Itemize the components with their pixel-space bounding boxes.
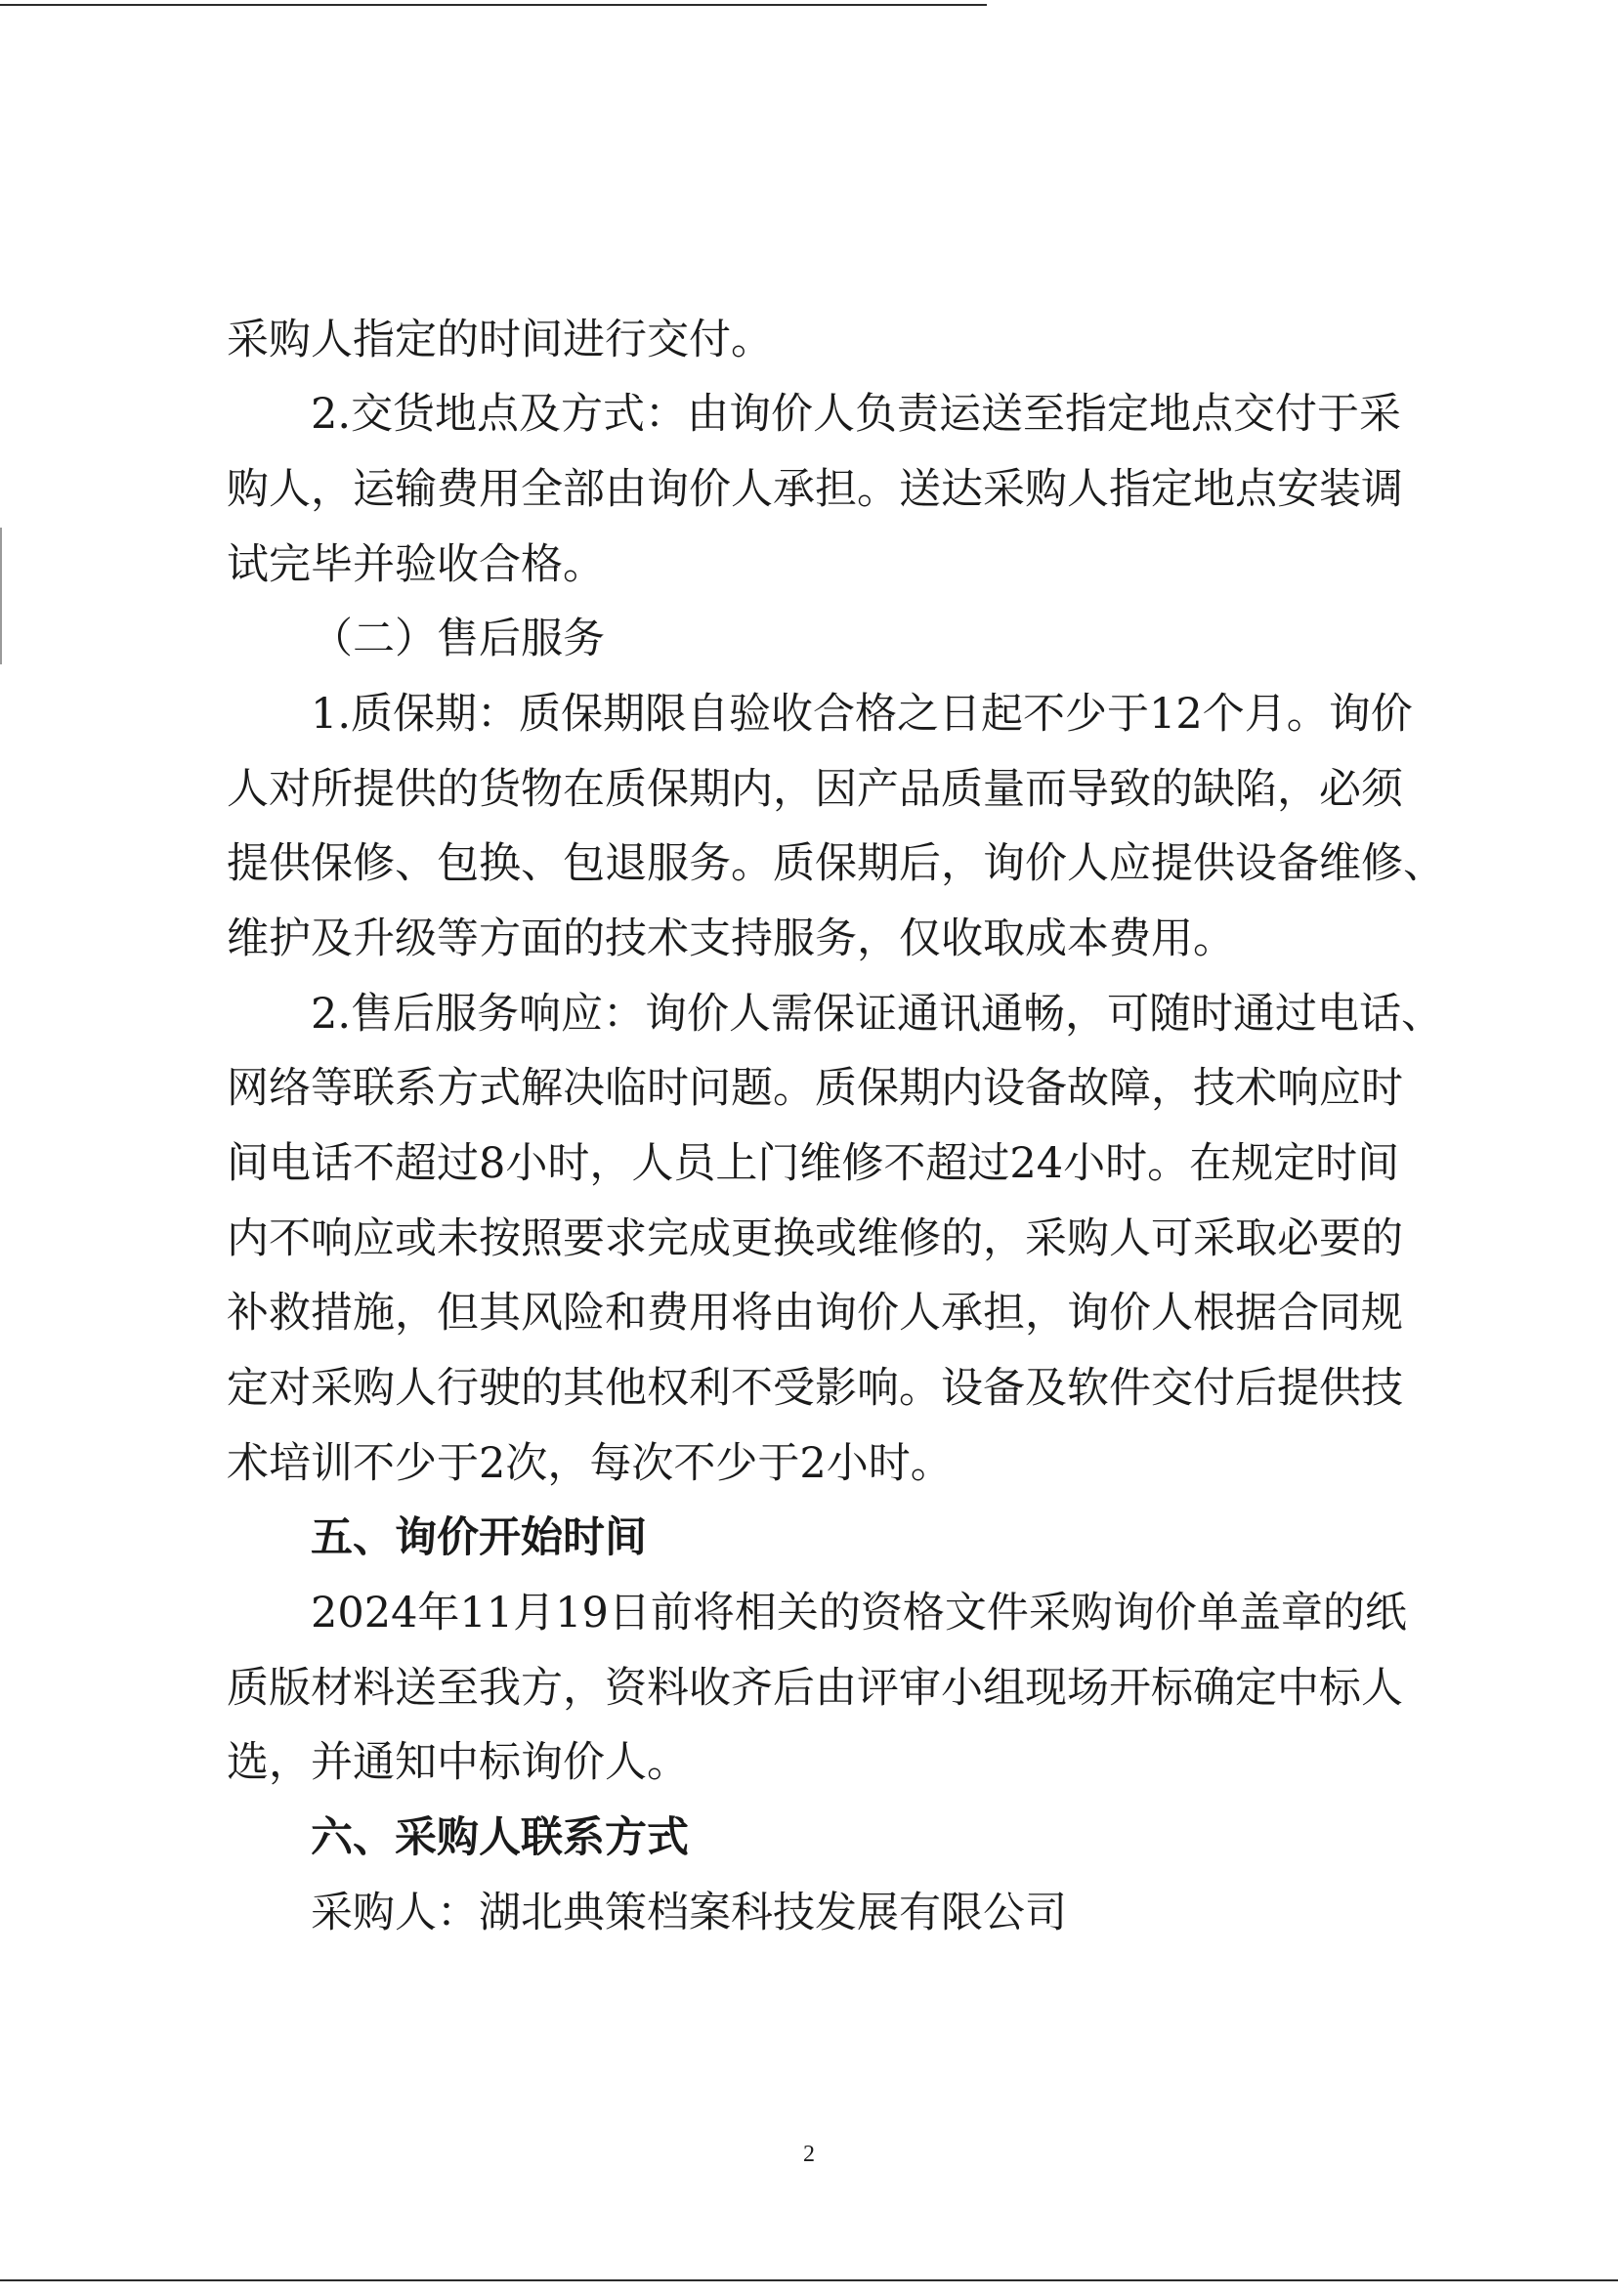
text-line: 采购人指定的时间进行交付。 (227, 316, 773, 364)
scan-edge-left (0, 528, 2, 664)
text-line: 质版材料送至我方，资料收齐后由评审小组现场开标确定中标人 (227, 1664, 1403, 1713)
page-number: 2 (803, 2142, 815, 2167)
text-line: 人对所提供的货物在质保期内，因产品质量而导致的缺陷，必须 (227, 765, 1403, 814)
text-line: 补救措施，但其风险和费用将由询价人承担，询价人根据合同规 (227, 1289, 1403, 1338)
scan-edge-top (0, 4, 987, 6)
text-line: 提供保修、包换、包退服务。质保期后，询价人应提供设备维修、 (227, 839, 1445, 888)
subsection-heading: （二）售后服务 (311, 615, 605, 663)
text-line: 定对采购人行驶的其他权利不受影响。设备及软件交付后提供技 (227, 1364, 1403, 1413)
scan-edge-bottom (0, 2279, 1618, 2281)
text-line: 维护及升级等方面的技术支持服务，仅收取成本费用。 (227, 914, 1235, 963)
text-line: 间电话不超过8小时，人员上门维修不超过24小时。在规定时间 (227, 1139, 1400, 1188)
section-heading: 六、采购人联系方式 (311, 1813, 689, 1862)
text-line: 2.交货地点及方式：由询价人负责运送至指定地点交付于采 (311, 390, 1402, 439)
text-line: 2024年11月19日前将相关的资格文件采购询价单盖章的纸 (311, 1589, 1407, 1637)
text-line: 选，并通知中标询价人。 (227, 1738, 689, 1787)
text-line: 网络等联系方式解决临时问题。质保期内设备故障，技术响应时 (227, 1064, 1403, 1113)
text-line: 术培训不少于2次，每次不少于2小时。 (227, 1439, 953, 1488)
text-line: 1.质保期：质保期限自验收合格之日起不少于12个月。询价 (311, 690, 1413, 739)
text-line: 采购人：湖北典策档案科技发展有限公司 (311, 1889, 1067, 1937)
text-line: 内不响应或未按照要求完成更换或维修的，采购人可采取必要的 (227, 1214, 1403, 1263)
text-line: 购人，运输费用全部由询价人承担。送达采购人指定地点安装调 (227, 465, 1403, 514)
text-line: 2.售后服务响应：询价人需保证通讯通畅，可随时通过电话、 (311, 990, 1444, 1039)
section-heading: 五、询价开始时间 (311, 1513, 647, 1562)
text-line: 试完毕并验收合格。 (227, 540, 605, 589)
